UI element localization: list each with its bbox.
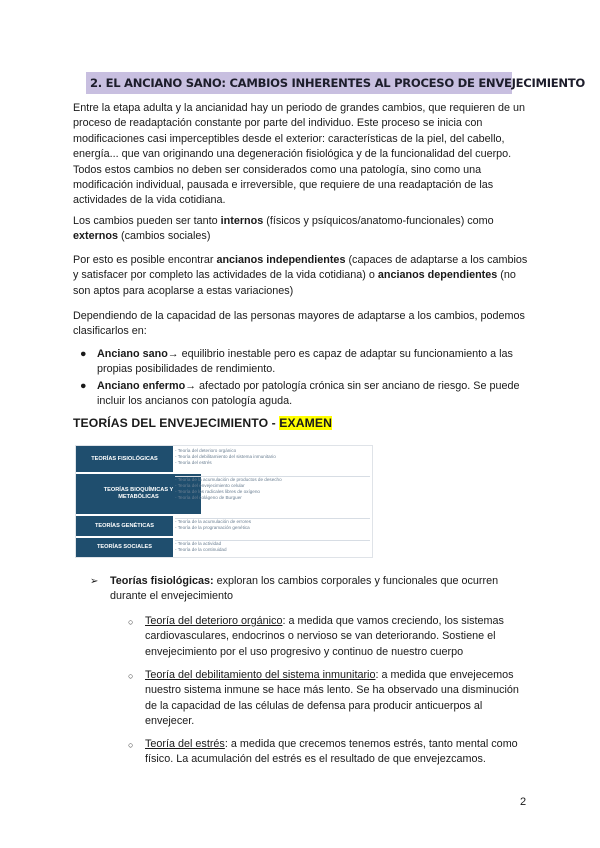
theories-title: TEORÍAS DEL ENVEJECIMIENTO - EXAMEN <box>73 416 333 430</box>
types-paragraph: Por esto es posible encontrar ancianos independientes (capaces de adaptarse a los cambios y satisfacer por completo las actividades de la vida cotidiana) o ancianos dependientes (no son aptos para acoplarse a estas variaciones) <box>73 254 528 297</box>
table-item: - Teoría de la acumulación de errores <box>175 519 252 524</box>
table-category: TEORÍAS FISIOLÓGICAS <box>76 446 173 472</box>
bullet-dot-icon: ● <box>80 348 87 360</box>
table-row <box>76 446 372 472</box>
circle-bullet-icon: ○ <box>128 617 134 627</box>
table-item: - Teoría de la programación genética <box>175 525 250 531</box>
classification-list <box>80 347 530 411</box>
table-item: - Teoría de la acumulación de productos de desecho <box>175 477 282 482</box>
list-item-anciano-sano: ● Anciano sano→ equilibrio inestable pero es capaz de adaptar su funcionamiento a las propias posibilidades de rendimiento. <box>80 348 513 376</box>
table-item: - Teoría del envejecimiento celular <box>175 483 245 489</box>
page-number: 2 <box>520 796 527 808</box>
arrow-bullet-icon: ➢ <box>90 576 99 587</box>
classify-paragraph: Dependiendo de la capacidad de las personas mayores de adaptarse a los cambios, podemos clasificarlos en: <box>73 310 525 338</box>
table-category: TEORÍAS SOCIALES <box>76 538 173 557</box>
table-item: - Teoría del debilitamiento del sistema inmunitario <box>175 454 276 460</box>
list-item-anciano-enfermo: ● Anciano enfermo→ afectado por patología crónica sin ser anciano de riesgo. Se puede incluir los ancianos con patología aguda. <box>80 379 520 408</box>
circle-bullet-icon: ○ <box>128 740 134 750</box>
section-heading: 2. EL ANCIANO SANO: CAMBIOS INHERENTES AL PROCESO DE ENVEJECIMIENTO <box>86 72 512 94</box>
subitem-sistema-inmunitario: ○ Teoría del debilitamiento del sistema inmunitario: a medida que envejecemos nuestro sistema inmune se hace más lento. Se ha observado una disminución de la capacidad de las células de defensa para producir anticuerpos al envejecer. <box>128 669 519 728</box>
bullet-dot-icon: ● <box>80 379 87 392</box>
table-category: TEORÍAS GENÉTICAS <box>76 516 173 536</box>
circle-bullet-icon: ○ <box>128 671 134 681</box>
changes-paragraph: Los cambios pueden ser tanto internos (físicos y psíquicos/anatomo-funcionales) como externos (cambios sociales) <box>73 215 494 243</box>
table-item: - Teoría de la actividad <box>175 541 222 546</box>
intro-paragraph: Entre la etapa adulta y la ancianidad hay un periodo de grandes cambios, que requieren de un proceso de readaptación constante por parte del individuo. Este proceso se inicia con modificaciones casi imperceptibles desde el exterior: características de la piel, del cabello, energía... que van originando una degeneración fisiológica y de la funcionalidad del cuerpo. Todos estos cambios no deben ser considerados como una patología, sino como una modificación individual, pausada e irreversible, que requiere de una readaptación de las actividades de la vida cotidiana. <box>73 102 525 207</box>
table-item: - Teoría del estrés <box>175 460 212 466</box>
table-row <box>76 538 372 557</box>
table-item: - Teoría del colágeno de Burguer <box>175 495 242 501</box>
table-item: - Teoría de la continuidad <box>175 547 227 553</box>
table-item: - Teoría de los radicales libres de oxígeno <box>175 489 260 495</box>
theories-table <box>75 445 373 558</box>
exam-highlight: EXAMEN <box>279 416 333 430</box>
table-item: - Teoría del deterioro orgánico <box>175 448 237 453</box>
table-category: TEORÍAS BIOQUÍMICAS Y METABÓLICAS <box>76 474 201 514</box>
table-row <box>76 516 372 536</box>
subitem-estres: ○ Teoría del estrés: a medida que crecemos tenemos estrés, tanto mental como físico. La acumulación del estrés es el resultado de que envejezcamos. <box>128 738 518 766</box>
subitem-deterioro-organico: ○ Teoría del deterioro orgánico: a medida que vamos creciendo, los sistemas cardiovasculares, endocrinos o nervioso se van deteriorando. Sostiene el envejecimiento por el uso progresivo y continuo de nuestro cuerpo <box>128 615 504 658</box>
table-row <box>76 474 372 514</box>
physiological-theories-item: ➢ Teorías fisiológicas: exploran los cambios corporales y funcionales que ocurren durante el envejecimiento <box>90 575 499 603</box>
